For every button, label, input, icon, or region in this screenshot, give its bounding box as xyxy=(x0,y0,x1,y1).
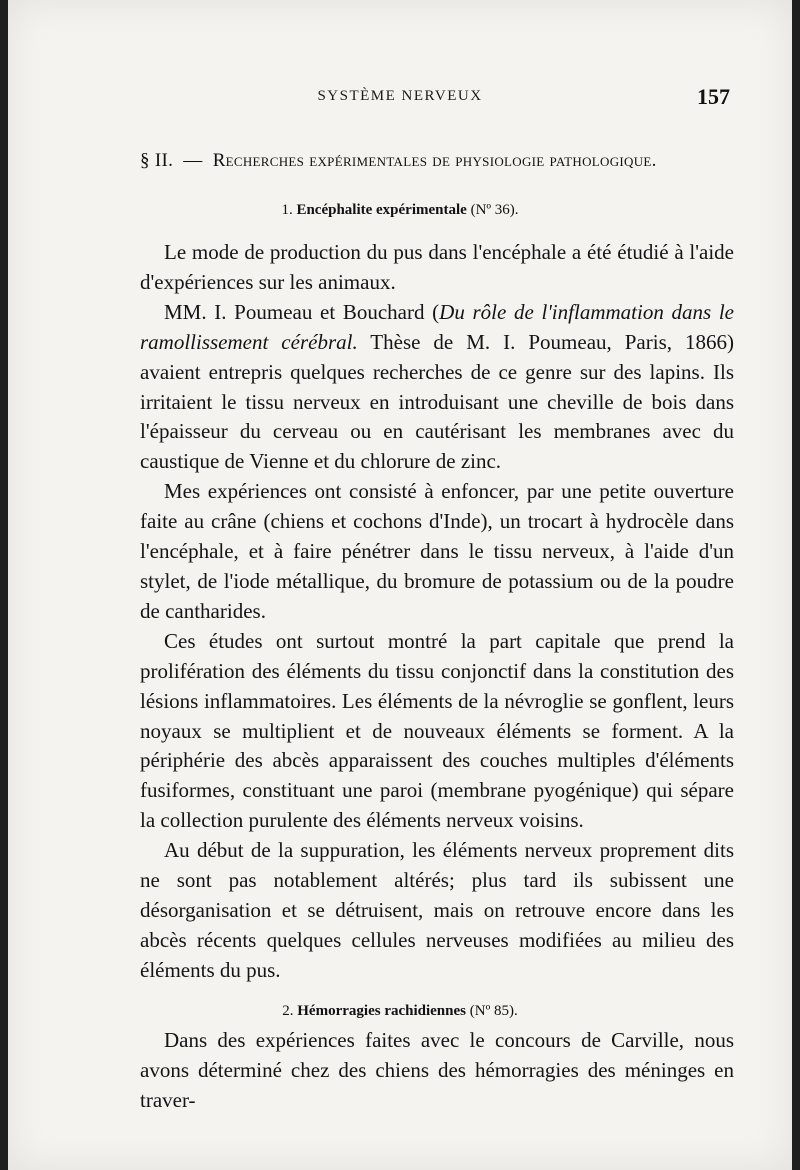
paragraph: Le mode de production du pus dans l'encéphale a été étudié à l'aide d'expériences sur les animaux. xyxy=(140,240,734,294)
subsection-heading-1 xyxy=(8,202,792,219)
section-title: Recherches expérimentales de physiologie pathologique. xyxy=(212,150,657,171)
paragraph: Ces études ont surtout montré la part capitale que prend la prolifération des éléments du tissu conjonctif dans la constitution des lésions inflammatoires. Les éléments de la névroglie se gonflent, leurs noyaux se multiplient et de nouveaux éléments se forment. A la périphérie des abcès apparaissent des couches multiples d'éléments fusiformes, constituant une paroi (membrane pyogénique) qui sépare la collection purulente des éléments nerveux voisins. xyxy=(140,628,734,833)
section-heading xyxy=(140,150,760,172)
subsection-ref: (Nº 36). xyxy=(470,202,519,218)
subsection-ref: (Nº 85). xyxy=(469,1003,518,1019)
running-head xyxy=(8,84,792,112)
paragraph: Mes expériences ont consisté à enfoncer, par une petite ouverture faite au crâne (chiens et cochons d'Inde), un trocart à hydrocèle dans l'encéphale, et à faire pénétrer dans le tissu nerveux, à l'aide d'un stylet, de l'iode métallique, du bromure de potassium ou de la poudre de cantharides. xyxy=(140,479,734,623)
subsection-title: Encéphalite expérimentale xyxy=(296,202,467,218)
body-text-block-2 xyxy=(140,1026,734,1116)
paragraph-text: Thèse de M. I. Poumeau, Paris, 1866) avaient entrepris quelques recherches de ce genre sur des lapins. Ils irritaient le tissu nerveux en introduisant une cheville de bois dans l'épaisseur du cerveau ou en cautérisant les membranes avec du caustique de Vienne et du chlorure de zinc. xyxy=(140,329,734,474)
subsection-number: 1. xyxy=(281,202,293,218)
cited-title: Du rôle de l'inflammation dans le ramollissement cérébral. xyxy=(140,299,734,354)
subsection-heading-2 xyxy=(8,1003,792,1020)
page-number: 157 xyxy=(697,84,730,109)
subsection-number: 2. xyxy=(282,1003,294,1019)
section-dash: — xyxy=(183,150,203,171)
book-page xyxy=(8,0,792,1170)
paragraph: Dans des expériences faites avec le concours de Carville, nous avons déterminé chez des chiens des hémorragies des méninges en traver- xyxy=(140,1028,734,1112)
paragraph: Au début de la suppuration, les éléments nerveux proprement dits ne sont pas notablement altérés; plus tard ils subissent une désorganisation et se détruisent, mais on retrouve encore dans les abcès récents quelques cellules nerveuses modifiées au milieu des éléments du pus. xyxy=(140,838,734,982)
section-mark: § II. xyxy=(140,150,174,171)
running-title: SYSTÈME NERVEUX xyxy=(317,88,483,104)
paragraph xyxy=(140,298,734,477)
body-text-block-1 xyxy=(140,238,734,986)
subsection-title: Hémorragies rachidiennes xyxy=(297,1003,466,1019)
paragraph-text: MM. I. Poumeau et Bouchard ( xyxy=(164,299,440,324)
